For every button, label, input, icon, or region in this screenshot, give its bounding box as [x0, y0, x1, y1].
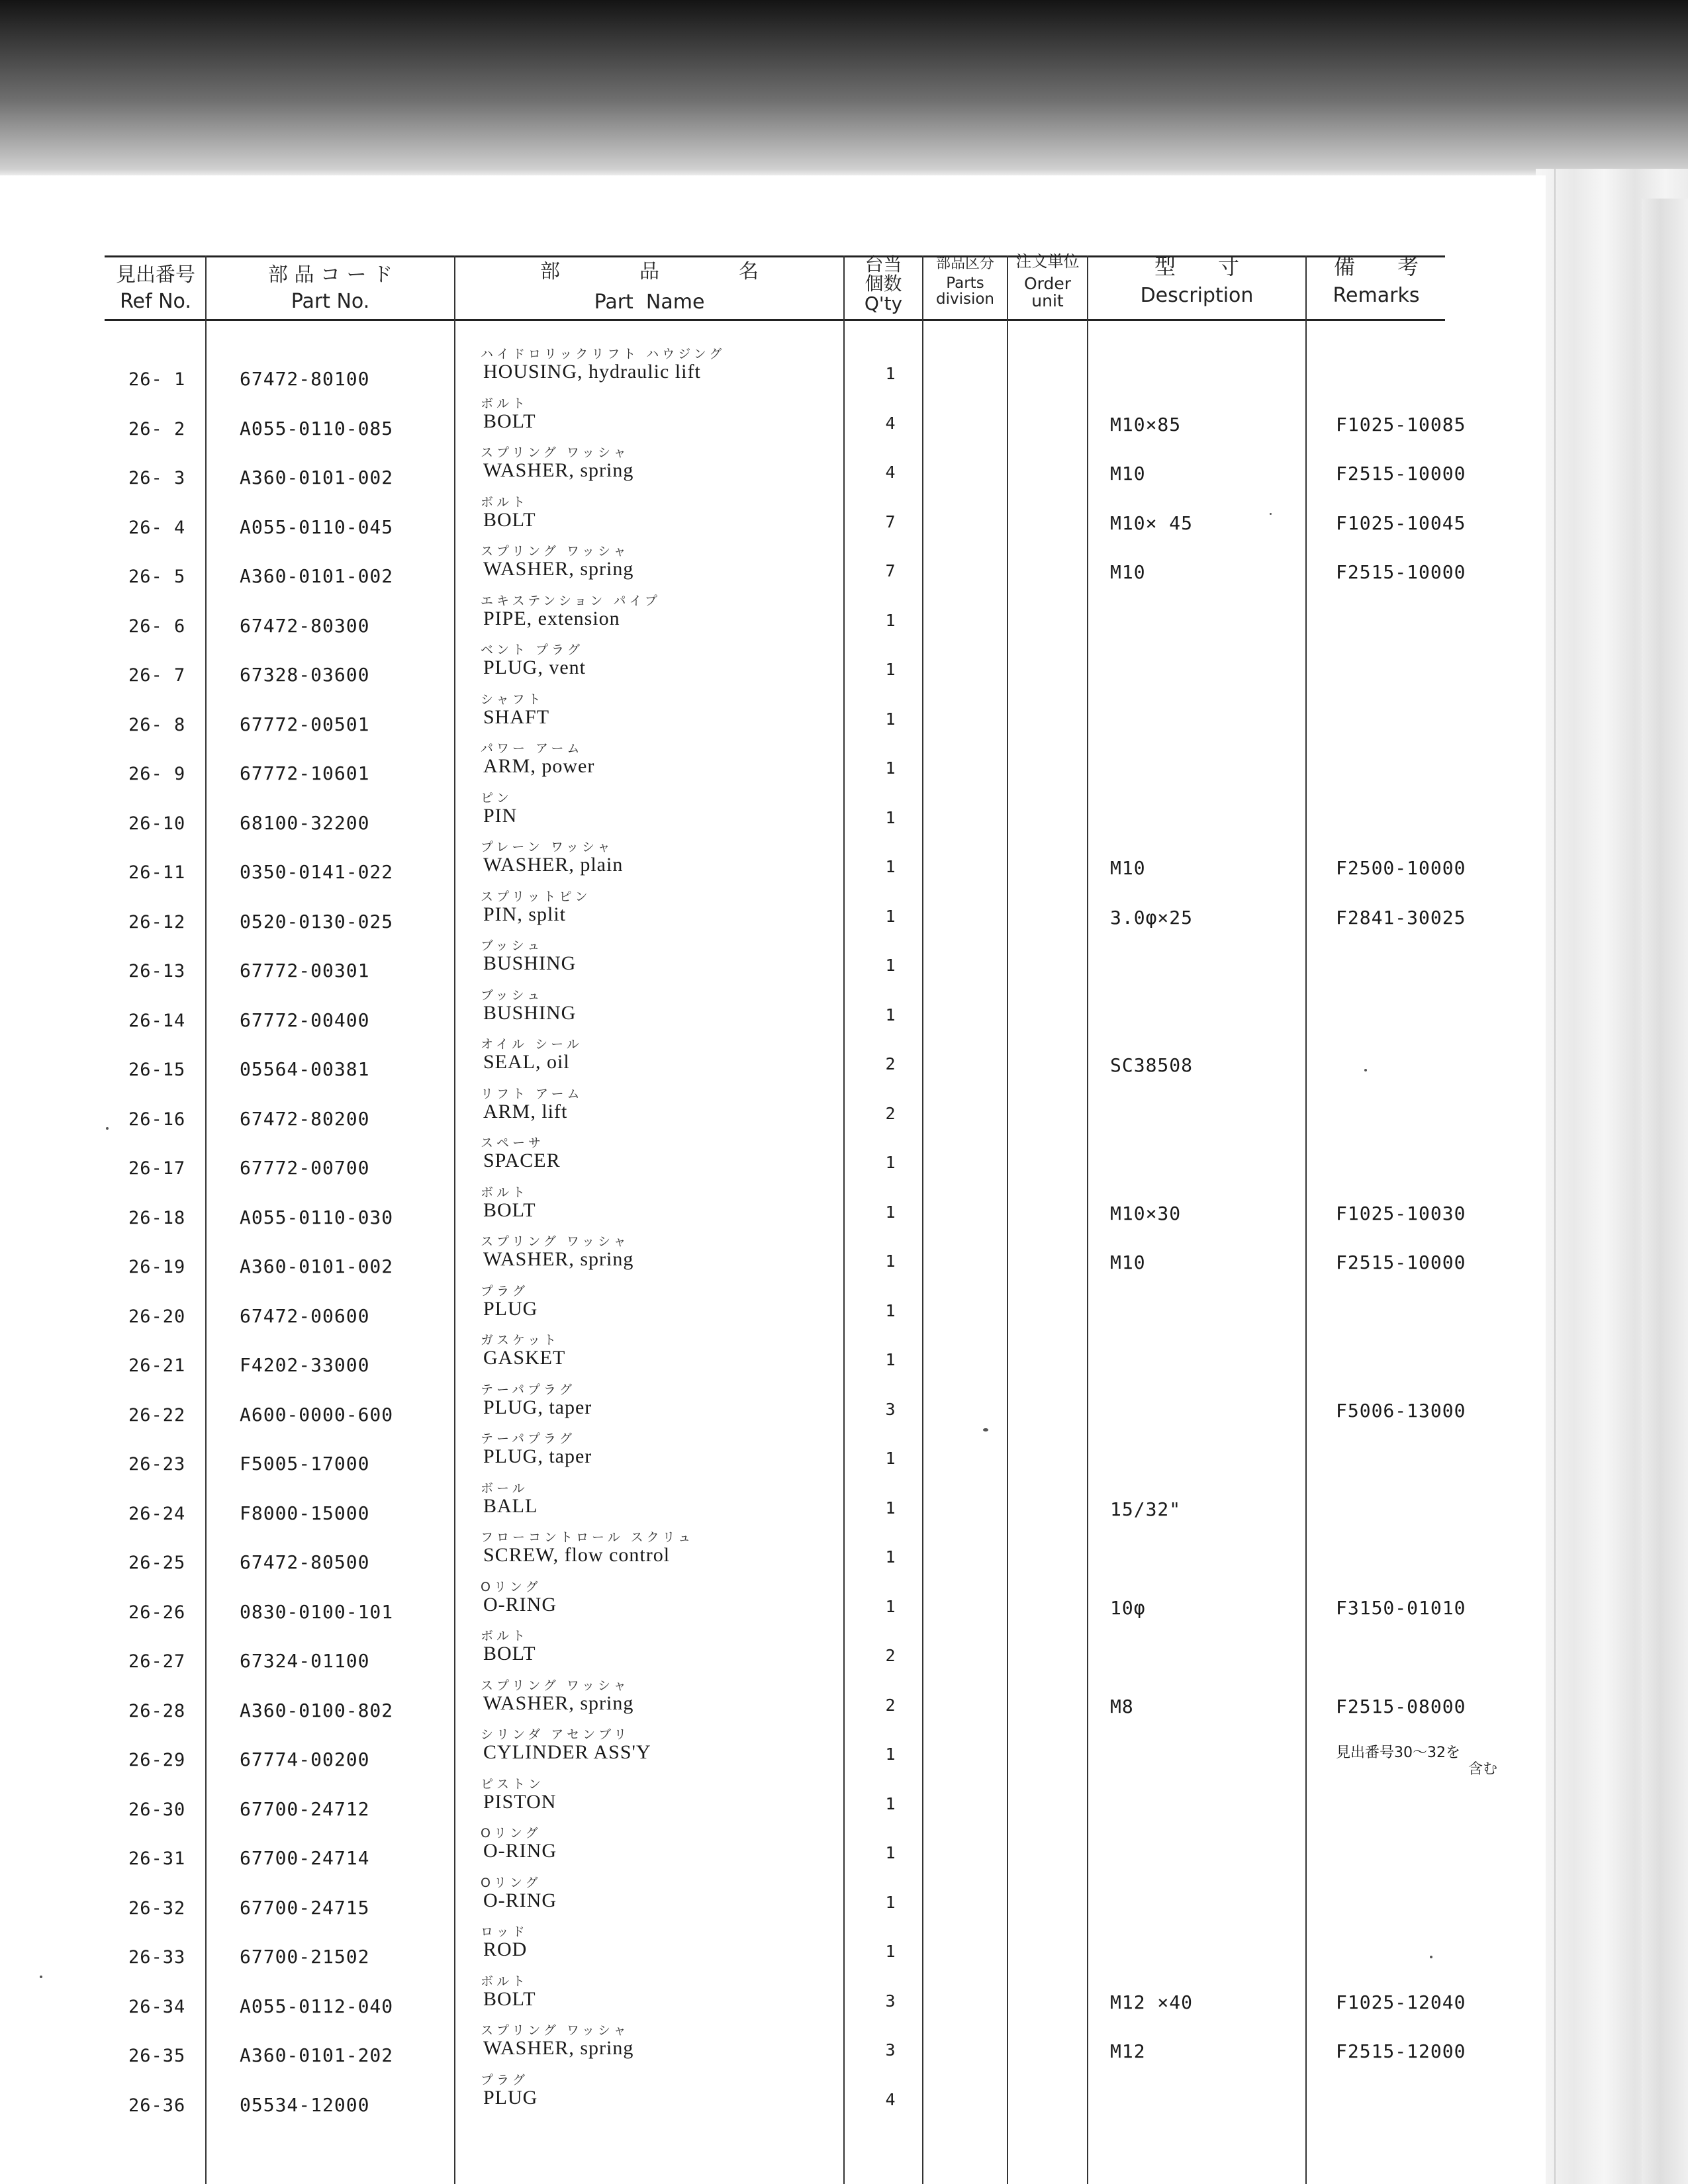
part-no-cell: A055-0110-045: [240, 516, 394, 538]
ref-no-cell: 26-27: [128, 1651, 186, 1672]
part-name-cell: BUSHING: [483, 1001, 577, 1024]
remarks-cell: [1336, 1745, 1497, 1778]
remarks-cell: F2500-10000: [1336, 857, 1466, 879]
description-cell: M10: [1110, 463, 1146, 484]
table-row: [0, 837, 1546, 886]
description-cell: M10×30: [1110, 1202, 1182, 1224]
qty-cell: 2: [885, 1646, 896, 1665]
part-no-cell: 67700-24715: [240, 1896, 370, 1919]
table-row: [0, 394, 1546, 443]
ref-no-cell: 26- 7: [128, 665, 186, 686]
table-row: [0, 690, 1546, 739]
table-row: [0, 1479, 1546, 1527]
ref-no-cell: 26-33: [128, 1947, 186, 1968]
scanner-background: [0, 0, 1688, 175]
table-row: [0, 1823, 1546, 1872]
header-parts-division-jp: 部品区分: [935, 255, 994, 272]
part-no-cell: A360-0101-202: [240, 2044, 394, 2066]
ref-no-cell: 26-20: [128, 1306, 186, 1327]
qty-cell: 1: [885, 1892, 896, 1912]
remarks-cell: F2515-12000: [1336, 2040, 1466, 2062]
ref-no-cell: 26-24: [128, 1503, 186, 1524]
part-no-cell: 67472-00600: [240, 1304, 370, 1327]
part-name-kana: ボルト: [481, 1974, 529, 1989]
qty-cell: 3: [885, 1399, 896, 1419]
ref-no-cell: 26-36: [128, 2095, 186, 2116]
header-parts-division: [923, 256, 1007, 307]
part-name-kana: ガスケット: [481, 1333, 560, 1347]
part-name-kana: スペーサ: [481, 1136, 545, 1150]
header-order-unit-en-2: unit: [1031, 291, 1064, 311]
part-no-cell: 67772-00700: [240, 1157, 370, 1179]
table-row: [0, 788, 1546, 837]
ref-no-cell: 26-23: [128, 1454, 186, 1475]
part-name-kana: ボール: [481, 1480, 528, 1496]
part-name-cell: PIN, split: [483, 903, 567, 925]
part-name-cell: HOUSING, hydraulic lift: [483, 361, 701, 383]
qty-cell: 1: [885, 1498, 896, 1518]
scan-speck: [106, 1127, 109, 1130]
part-no-cell: 05534-12000: [240, 2093, 370, 2116]
table-row: [0, 1232, 1546, 1281]
header-description-jp: 型 寸: [1154, 254, 1239, 279]
qty-cell: 1: [885, 807, 896, 827]
part-name-cell: ARM, power: [483, 755, 595, 777]
ref-no-cell: 26-21: [128, 1355, 186, 1376]
ref-no-cell: 26-14: [128, 1010, 186, 1031]
part-no-cell: 67772-00400: [240, 1009, 370, 1031]
part-no-cell: A600-0000-600: [240, 1403, 394, 1426]
remarks-cell: F1025-10085: [1336, 413, 1466, 435]
part-no-cell: A055-0110-085: [240, 417, 394, 439]
part-name-cell: BOLT: [483, 508, 536, 531]
part-no-cell: 0520-0130-025: [240, 910, 394, 933]
ref-no-cell: 26-35: [128, 2046, 186, 2066]
table-row: [0, 1084, 1546, 1133]
qty-cell: 1: [885, 1251, 896, 1271]
part-no-cell: 67472-80100: [240, 368, 370, 390]
ref-no-cell: 26- 8: [128, 714, 186, 735]
header-part-no-en: Part No.: [291, 289, 370, 313]
part-name-cell: WASHER, spring: [483, 2037, 634, 2059]
header-qty: [845, 255, 922, 313]
part-name-kana: スプリットピン: [481, 889, 591, 904]
remarks-cell: F2515-08000: [1336, 1695, 1466, 1717]
description-cell: M10×85: [1110, 413, 1182, 435]
part-no-cell: A055-0112-040: [240, 1995, 394, 2017]
remarks-cell: F1025-10030: [1336, 1202, 1466, 1224]
qty-cell: 1: [885, 1794, 896, 1813]
qty-cell: 4: [885, 2089, 896, 2109]
part-no-cell: A360-0100-802: [240, 1699, 394, 1721]
qty-cell: 1: [885, 1202, 896, 1222]
part-no-cell: 67472-80300: [240, 614, 370, 637]
part-name-kana: パワー アーム: [481, 741, 583, 756]
remarks-cell: F1025-12040: [1336, 1991, 1466, 2013]
part-name-cell: ROD: [483, 1938, 528, 1960]
table-row: [0, 1725, 1546, 1778]
part-name-cell: PIN: [483, 804, 518, 827]
part-no-cell: 67774-00200: [240, 1749, 370, 1770]
header-parts-division-en-1: Parts: [946, 275, 984, 293]
part-name-kana: スプリング ワッシャ: [481, 544, 630, 559]
part-name-kana: Oリング: [481, 1875, 541, 1890]
qty-cell: 1: [885, 709, 896, 729]
header-part-name-en: Part Name: [594, 290, 705, 314]
table-row: [0, 492, 1546, 541]
remarks-cell: F2515-10000: [1336, 561, 1466, 583]
part-no-cell: 67700-21502: [240, 1946, 370, 1968]
header-parts-division-en-2: division: [935, 291, 994, 308]
remarks-cell: F2841-30025: [1336, 906, 1466, 929]
description-cell: 15/32": [1110, 1498, 1182, 1520]
ref-no-cell: 26-26: [128, 1602, 186, 1623]
remarks-line-1: 見出番号30〜32を: [1336, 1745, 1460, 1761]
ref-no-cell: 26- 9: [128, 764, 186, 784]
header-part-no-jp: 部 品 コ ー ド: [267, 263, 393, 287]
part-no-cell: 67328-03600: [240, 664, 370, 686]
header-order-unit: [1008, 253, 1087, 310]
part-name-cell: WASHER, spring: [483, 558, 634, 580]
ref-no-cell: 26-18: [128, 1207, 186, 1228]
part-name-cell: ARM, lift: [483, 1100, 568, 1122]
part-name-cell: WASHER, spring: [483, 1692, 634, 1714]
part-no-cell: 68100-32200: [240, 811, 370, 834]
part-name-kana: エキステンション パイプ: [481, 593, 661, 608]
part-name-kana: プレーン ワッシャ: [481, 840, 614, 854]
table-row: [0, 1972, 1546, 2021]
qty-cell: 1: [885, 956, 896, 975]
table-row: [0, 1626, 1546, 1675]
description-cell: M12: [1110, 2040, 1146, 2062]
ref-no-cell: 26-34: [128, 1996, 186, 2017]
description-cell: M10: [1110, 857, 1146, 879]
part-name-kana: オイル シール: [481, 1037, 583, 1052]
qty-cell: 1: [885, 1300, 896, 1320]
ref-no-cell: 26-16: [128, 1109, 186, 1130]
qty-cell: 1: [885, 1942, 896, 1961]
qty-cell: 1: [885, 1547, 896, 1567]
part-no-cell: A360-0101-002: [240, 467, 394, 488]
table-row: [0, 1922, 1546, 1971]
ref-no-cell: 26- 6: [128, 615, 186, 637]
table-row: [0, 1183, 1546, 1232]
qty-cell: 1: [885, 857, 896, 876]
part-name-cell: SCREW, flow control: [483, 1544, 671, 1566]
part-name-kana: スプリング ワッシャ: [481, 1234, 630, 1249]
header-remarks-en: Remarks: [1333, 283, 1420, 307]
part-name-cell: WASHER, plain: [483, 854, 624, 876]
header-qty-en: Q'ty: [864, 292, 903, 314]
qty-cell: 1: [885, 1745, 896, 1764]
table-row: [0, 985, 1546, 1034]
description-cell: 3.0φ×25: [1110, 906, 1194, 929]
qty-cell: 1: [885, 1843, 896, 1862]
part-no-cell: A360-0101-002: [240, 565, 394, 587]
table-row: [0, 344, 1546, 393]
qty-cell: 1: [885, 758, 896, 778]
ref-no-cell: 26- 3: [128, 468, 186, 488]
part-no-cell: A055-0110-030: [240, 1206, 394, 1228]
part-name-cell: GASKET: [483, 1347, 566, 1369]
part-name-kana: プラグ: [481, 2072, 529, 2087]
part-no-cell: 67472-80500: [240, 1551, 370, 1573]
header-order-unit-jp: 注文単位: [1015, 252, 1080, 271]
table-row: [0, 1330, 1546, 1379]
header-qty-jp-2: 個数: [865, 273, 902, 295]
qty-cell: 2: [885, 1054, 896, 1073]
part-name-kana: スプリング ワッシャ: [481, 1678, 630, 1693]
ref-no-cell: 26- 5: [128, 567, 186, 587]
table-row: [0, 1676, 1546, 1725]
part-name-kana: ボルト: [481, 494, 529, 510]
part-name-cell: CYLINDER ASS'Y: [483, 1741, 651, 1763]
ref-no-cell: 26-25: [128, 1553, 186, 1573]
header-ref-no-en: Ref No.: [120, 289, 191, 313]
ref-no-cell: 26-32: [128, 1897, 186, 1919]
header-part-name: [455, 261, 843, 312]
table-row: [0, 591, 1546, 640]
qty-cell: 7: [885, 512, 896, 531]
part-no-cell: 0350-0141-022: [240, 861, 394, 883]
part-name-kana: フローコントロール スクリュ: [481, 1530, 694, 1545]
part-no-cell: F4202-33000: [240, 1354, 370, 1376]
part-no-cell: F5005-17000: [240, 1453, 370, 1475]
table-row: [0, 1133, 1546, 1182]
part-name-cell: O-RING: [483, 1889, 557, 1911]
part-name-kana: テーパプラグ: [481, 1382, 576, 1397]
qty-cell: 1: [885, 1449, 896, 1468]
part-name-cell: PLUG: [483, 1297, 538, 1320]
part-name-cell: WASHER, spring: [483, 1248, 634, 1270]
scan-speck: [1364, 1069, 1367, 1071]
description-cell: M10: [1110, 1251, 1146, 1273]
part-no-cell: 67772-00301: [240, 960, 370, 981]
part-no-cell: 0830-0100-101: [240, 1600, 394, 1623]
qty-cell: 1: [885, 1596, 896, 1616]
table-row: [0, 739, 1546, 788]
qty-cell: 1: [885, 1005, 896, 1024]
qty-cell: 2: [885, 1103, 896, 1123]
ref-no-cell: 26-17: [128, 1158, 186, 1179]
parts-list-page: [0, 175, 1546, 2184]
header-description: [1088, 256, 1305, 306]
part-name-kana: リフト アーム: [481, 1086, 583, 1101]
table-row: [0, 1281, 1546, 1330]
part-name-kana: ピン: [481, 790, 513, 805]
table-row: [0, 1774, 1546, 1823]
description-cell: M8: [1110, 1695, 1134, 1717]
part-name-cell: O-RING: [483, 1593, 557, 1615]
ref-no-cell: 26-30: [128, 1799, 186, 1820]
table-row: [0, 541, 1546, 590]
qty-cell: 1: [885, 1350, 896, 1369]
part-no-cell: 67472-80200: [240, 1107, 370, 1130]
part-name-cell: BOLT: [483, 1199, 536, 1221]
table-row: [0, 1873, 1546, 1922]
header-remarks: [1307, 256, 1446, 306]
part-no-cell: A360-0101-002: [240, 1255, 394, 1277]
part-name-kana: スプリング ワッシャ: [481, 2023, 630, 2038]
table-row: [0, 1577, 1546, 1626]
part-name-kana: Oリング: [481, 1579, 541, 1594]
part-name-cell: PISTON: [483, 1790, 557, 1813]
header-part-name-jp: 部 品 名: [540, 260, 759, 283]
ref-no-cell: 26- 1: [128, 369, 186, 390]
part-name-kana: テーパプラグ: [481, 1432, 576, 1446]
header-bottom-rule: [105, 319, 1445, 321]
part-name-cell: PLUG: [483, 2086, 538, 2109]
qty-cell: 1: [885, 364, 896, 383]
table-row: [0, 2070, 1546, 2119]
book-page-edge-line: [1554, 169, 1556, 2184]
scan-speck: [983, 1428, 988, 1432]
part-name-kana: ベント プラグ: [481, 643, 584, 657]
remarks-cell: F5006-13000: [1336, 1399, 1466, 1422]
part-name-cell: BOLT: [483, 1643, 536, 1664]
table-row: [0, 936, 1546, 985]
part-name-kana: シリンダ アセンブリ: [481, 1727, 630, 1742]
ref-no-cell: 26-28: [128, 1700, 186, 1721]
ref-no-cell: 26-31: [128, 1848, 186, 1869]
part-name-cell: O-RING: [483, 1840, 557, 1862]
description-cell: SC38508: [1110, 1054, 1194, 1076]
table-row: [0, 1034, 1546, 1083]
qty-cell: 1: [885, 1153, 896, 1172]
qty-cell: 1: [885, 610, 896, 630]
remarks-cell: F2515-10000: [1336, 1251, 1466, 1273]
part-no-cell: F8000-15000: [240, 1502, 370, 1524]
scan-speck: [1430, 1956, 1432, 1958]
table-row: [0, 1429, 1546, 1478]
ref-no-cell: 26- 2: [128, 418, 186, 439]
ref-no-cell: 26-29: [128, 1750, 186, 1770]
header-description-en: Description: [1140, 283, 1254, 307]
ref-no-cell: 26-22: [128, 1404, 186, 1426]
description-cell: 10φ: [1110, 1596, 1146, 1619]
book-shadow: [1642, 199, 1688, 2184]
qty-cell: 1: [885, 660, 896, 679]
ref-no-cell: 26- 4: [128, 517, 186, 538]
part-name-cell: SEAL, oil: [483, 1051, 570, 1073]
qty-cell: 3: [885, 2040, 896, 2060]
part-name-cell: PLUG, taper: [483, 1445, 592, 1467]
part-name-kana: ボルト: [481, 1629, 529, 1643]
qty-cell: 1: [885, 906, 896, 926]
part-name-cell: PLUG, vent: [483, 657, 586, 678]
ref-no-cell: 26-19: [128, 1257, 186, 1277]
part-name-kana: Oリング: [481, 1826, 541, 1841]
part-name-kana: スプリング ワッシャ: [481, 445, 630, 460]
part-name-cell: BOLT: [483, 1987, 536, 2010]
header-order-unit-en-1: Order: [1023, 274, 1072, 294]
header-remarks-jp: 備 考: [1333, 254, 1419, 279]
remarks-line-2: 含む: [1468, 1761, 1498, 1778]
part-name-kana: シャフト: [481, 692, 544, 707]
table-row: [0, 640, 1546, 689]
table-row: [0, 887, 1546, 936]
ref-no-cell: 26-12: [128, 911, 186, 933]
header-qty-jp-1: 台当: [865, 253, 902, 275]
description-cell: M10× 45: [1110, 512, 1194, 534]
part-no-cell: 67772-00501: [240, 713, 370, 735]
part-no-cell: 67324-01100: [240, 1650, 370, 1672]
qty-cell: 4: [885, 463, 896, 482]
part-name-kana: ピストン: [481, 1776, 545, 1792]
qty-cell: 2: [885, 1695, 896, 1715]
ref-no-cell: 26-15: [128, 1060, 186, 1080]
ref-no-cell: 26-13: [128, 961, 186, 981]
part-name-cell: SHAFT: [483, 705, 550, 728]
table-row: [0, 443, 1546, 492]
table-row: [0, 1527, 1546, 1576]
part-name-cell: PIPE, extension: [483, 607, 620, 629]
header-ref-no-jp: 見出番号: [116, 263, 195, 287]
remarks-cell: F1025-10045: [1336, 512, 1466, 534]
qty-cell: 7: [885, 561, 896, 580]
part-name-cell: BALL: [483, 1494, 538, 1517]
part-name-cell: SPACER: [483, 1150, 561, 1171]
ref-no-cell: 26-11: [128, 862, 186, 883]
part-name-kana: ボルト: [481, 396, 529, 411]
part-name-cell: WASHER, spring: [483, 459, 634, 481]
scan-speck: [1270, 513, 1272, 515]
header-part-no: [207, 265, 454, 312]
ref-no-cell: 26-10: [128, 813, 186, 834]
remarks-cell: F2515-10000: [1336, 463, 1466, 484]
header-ref-no: [106, 265, 205, 312]
part-name-kana: ブッシュ: [481, 938, 543, 953]
table-row: [0, 1380, 1546, 1429]
description-cell: M10: [1110, 561, 1146, 583]
scan-speck: [40, 1976, 42, 1978]
part-name-kana: ロッド: [481, 1925, 528, 1939]
part-no-cell: 67700-24714: [240, 1847, 370, 1869]
part-name-kana: ブッシュ: [481, 987, 543, 1003]
qty-cell: 3: [885, 1991, 896, 2011]
part-name-cell: PLUG, taper: [483, 1396, 592, 1418]
part-name-kana: ボルト: [481, 1185, 529, 1200]
part-name-kana: ハイドロリックリフト ハウジング: [481, 347, 726, 361]
part-no-cell: 67772-10601: [240, 762, 370, 784]
part-no-cell: 05564-00381: [240, 1058, 370, 1080]
qty-cell: 4: [885, 413, 896, 433]
part-name-cell: BOLT: [483, 410, 536, 432]
table-row: [0, 2021, 1546, 2070]
part-name-kana: プラグ: [481, 1283, 529, 1298]
part-name-cell: BUSHING: [483, 952, 577, 974]
description-cell: M12 ×40: [1110, 1991, 1194, 2013]
remarks-cell: F3150-01010: [1336, 1596, 1466, 1619]
part-no-cell: 67700-24712: [240, 1797, 370, 1820]
